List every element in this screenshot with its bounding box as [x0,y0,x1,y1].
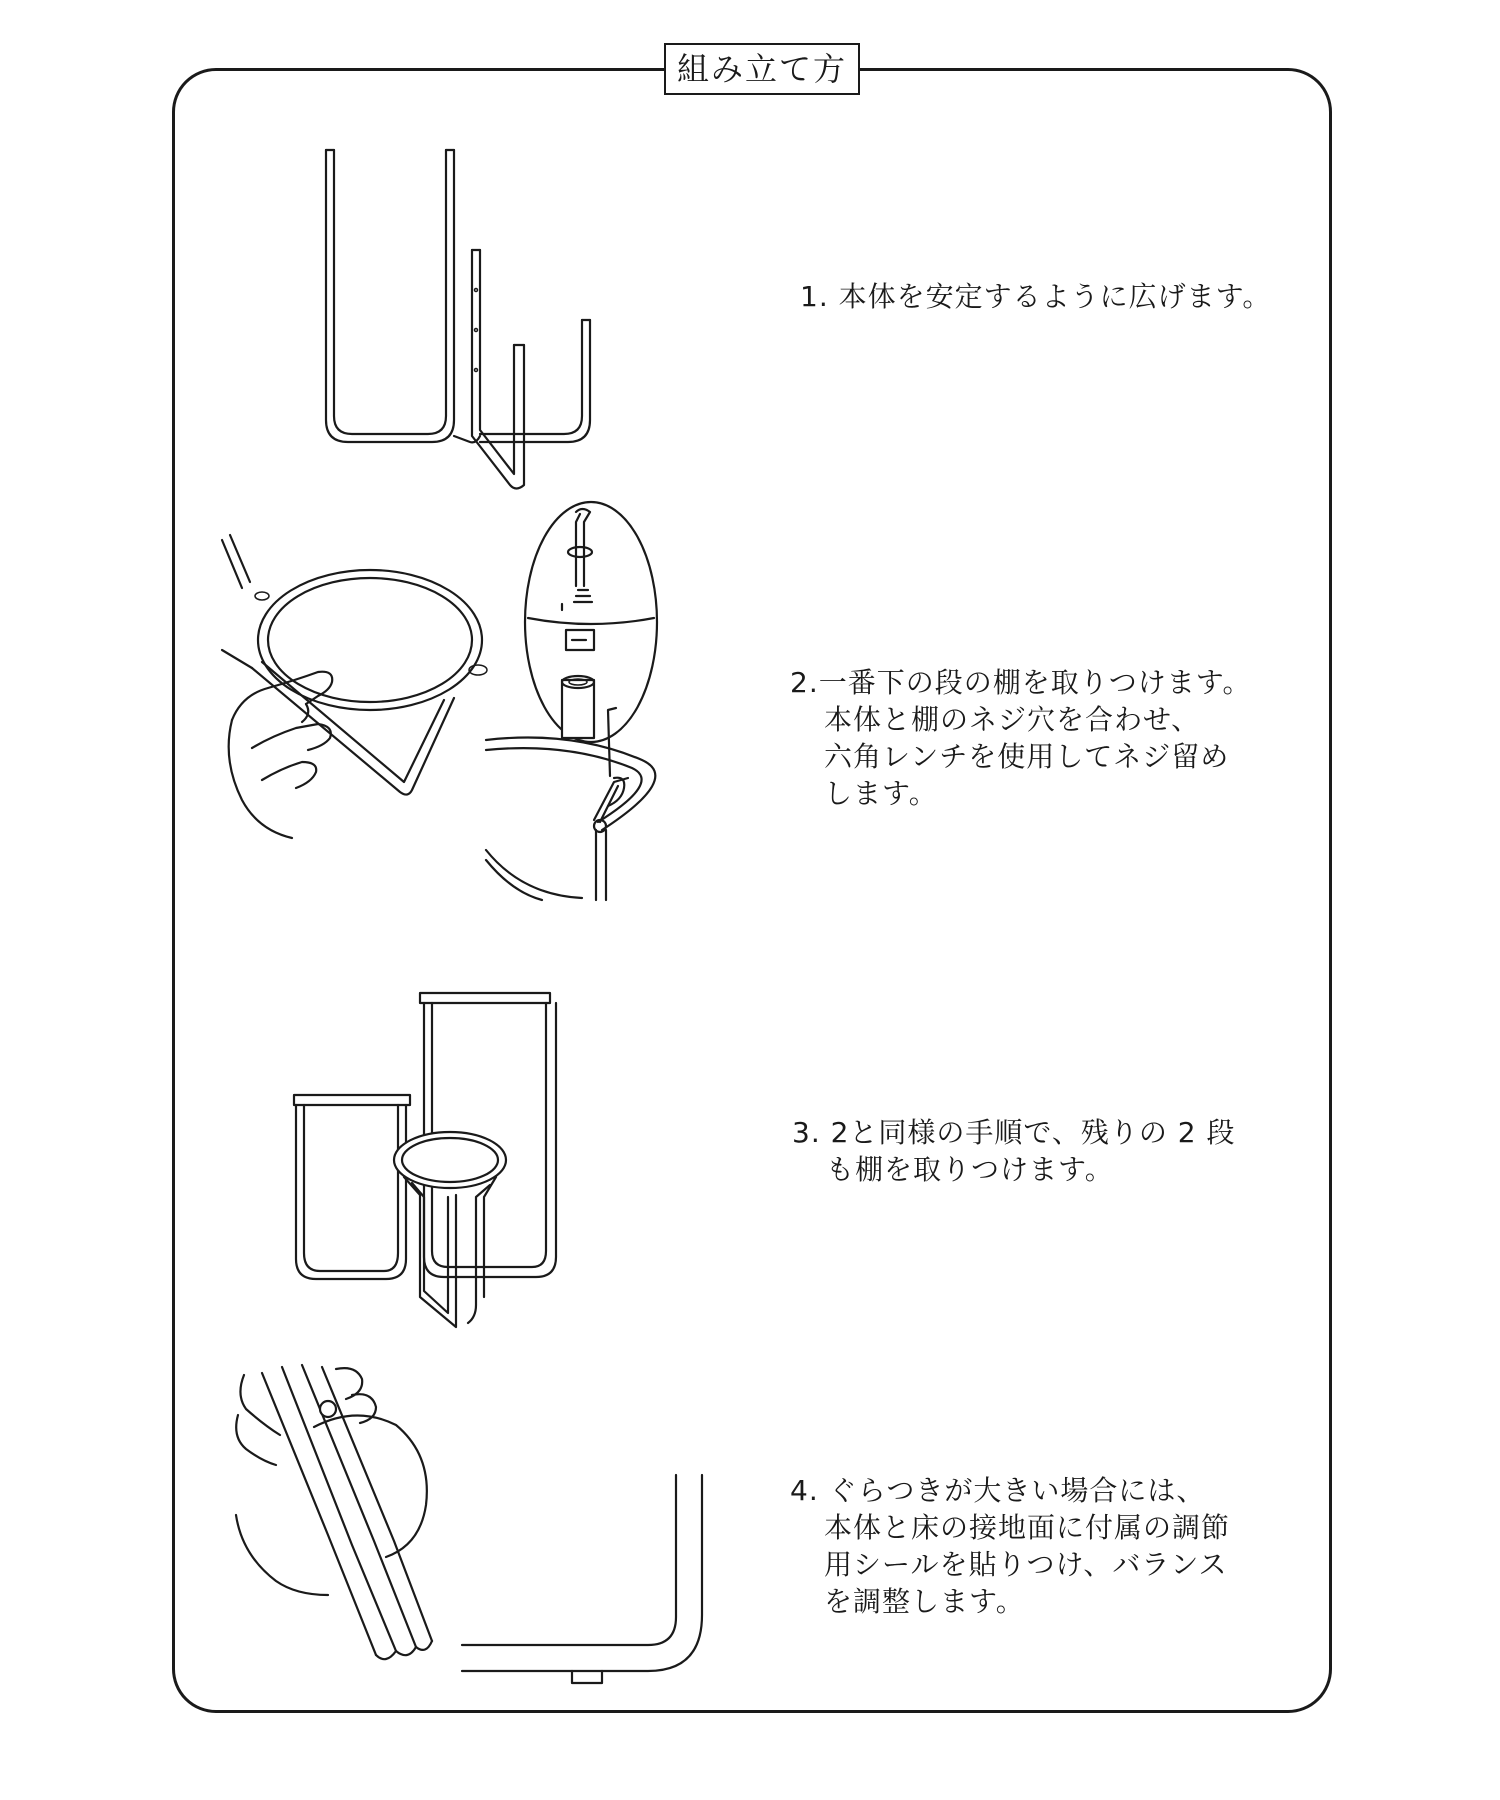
step-4-number: 4. [790,1474,819,1507]
step2-illustration [222,500,742,910]
step-4-line-2: 本体と床の接地面に付属の調節 [824,1511,1231,1544]
step1-illustration [320,140,620,500]
step-2-number: 2. [790,666,819,699]
step-4-line-4: を調整します。 [824,1585,1025,1618]
step-3-number: 3. [792,1116,821,1149]
step-4-text [790,1472,1230,1620]
step-1-line-1: 1. 本体を安定するように広げます。 [800,280,1272,313]
step-1-number: 1. [800,280,829,313]
step-3-line-1: 3. 2と同様の手順で、残りの 2 段 [792,1116,1236,1149]
step3-illustration [290,985,580,1330]
step-1-text [800,278,1271,315]
step-2-line-1: 2.一番下の段の棚を取りつけます。 [790,666,1252,699]
step-3-text [792,1114,1236,1188]
step4-illustration [236,1365,726,1665]
step-3-line-2: も棚を取りつけます。 [826,1153,1114,1186]
step-2-line-2: 本体と棚のネジ穴を合わせ、 [824,703,1201,736]
step-4-line-1: 4. ぐらつきが大きい場合には、 [790,1474,1206,1507]
page-title: 組み立て方 [664,43,860,95]
step-2-line-3: 六角レンチを使用してネジ留め [824,740,1230,773]
step-4-line-3: 用シールを貼りつけ、バランス [824,1548,1228,1581]
step-2-text [790,664,1251,812]
step-2-line-4: します。 [824,777,938,810]
